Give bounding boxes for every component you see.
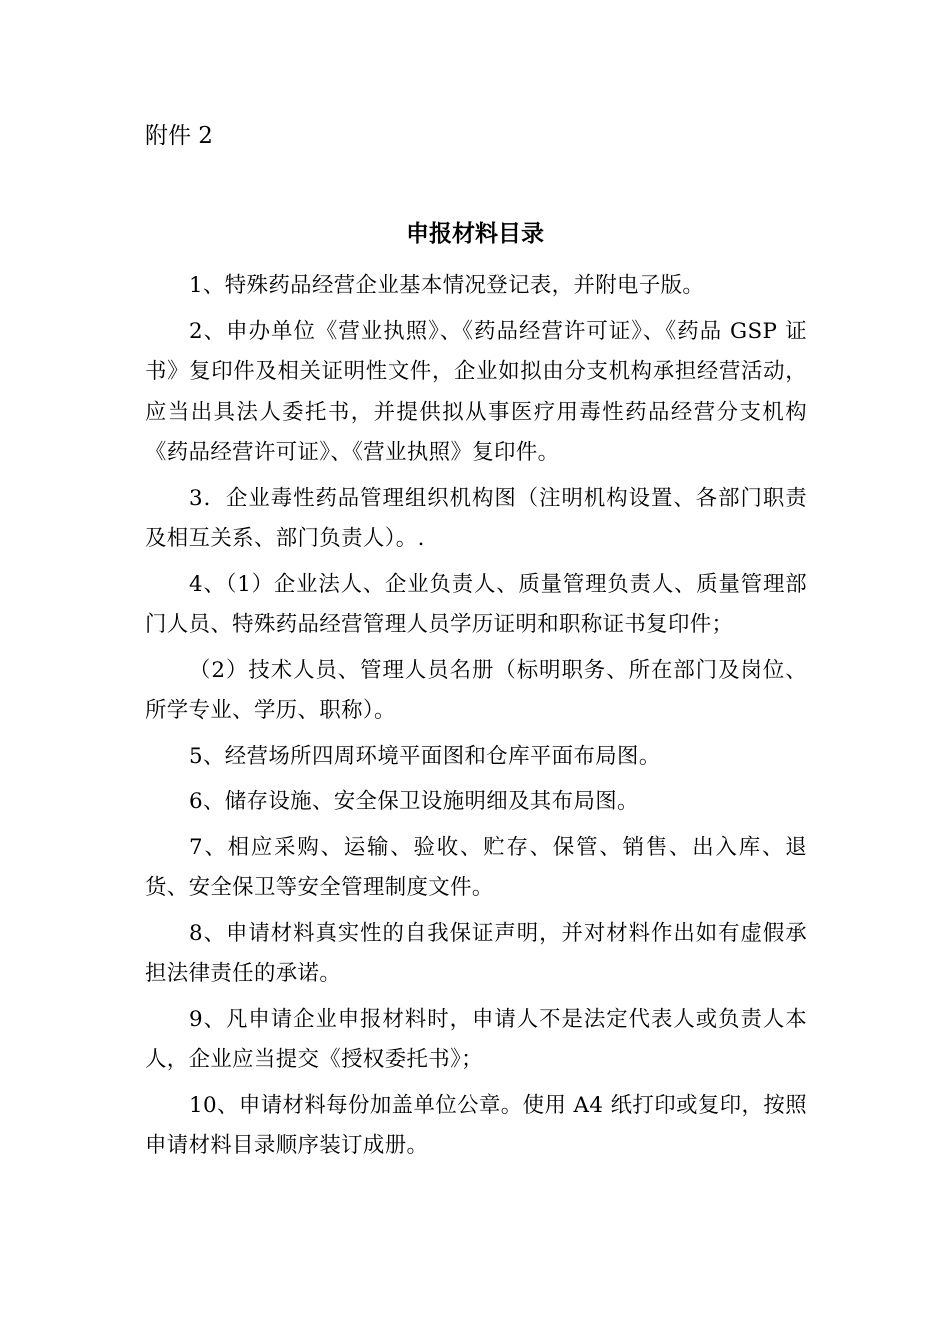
list-item-4-2: （2）技术人员、管理人员名册（标明职务、所在部门及岗位、所学专业、学历、职称）。 bbox=[145, 657, 807, 723]
list-item-3: 3．企业毒性药品管理组织机构图（注明机构设置、各部门职责及相互关系、部门负责人）。. bbox=[145, 485, 807, 551]
list-item-6: 6、储存设施、安全保卫设施明细及其布局图。 bbox=[189, 789, 639, 814]
document-title: 申报材料目录 bbox=[406, 221, 544, 247]
list-item-2: 2、申办单位《营业执照》、《药品经营许可证》、《药品 GSP 证书》复印件及相关证明性文件，企业如拟由分支机构承担经营活动，应当出具法人委托书，并提供拟从事医疗用毒性药品经营分支机构《药品经营许可证》、《营业执照》复印件。 bbox=[145, 318, 807, 465]
list-item-4-1: 4、（1）企业法人、企业负责人、质量管理负责人、质量管理部门人员、特殊药品经营管理人员学历证明和职称证书复印件； bbox=[145, 571, 807, 637]
list-item-8: 8、申请材料真实性的自我保证声明，并对材料作出如有虚假承担法律责任的承诺。 bbox=[145, 920, 807, 986]
list-item-10: 10、申请材料每份加盖单位公章。使用 A4 纸打印或复印，按照申请材料目录顺序装订成册。 bbox=[145, 1092, 807, 1158]
list-item-5: 5、经营场所四周环境平面图和仓库平面布局图。 bbox=[189, 743, 661, 769]
list-item-9: 9、凡申请企业申报材料时，申请人不是法定代表人或负责人本人，企业应当提交《授权委托书》； bbox=[145, 1006, 807, 1072]
attachment-label: 附件 2 bbox=[145, 123, 213, 149]
list-item-7: 7、相应采购、运输、验收、贮存、保管、销售、出入库、退货、安全保卫等安全管理制度文件。 bbox=[145, 834, 807, 900]
list-item-1: 1、特殊药品经营企业基本情况登记表，并附电子版。 bbox=[189, 273, 705, 298]
materials-list bbox=[145, 266, 807, 1172]
